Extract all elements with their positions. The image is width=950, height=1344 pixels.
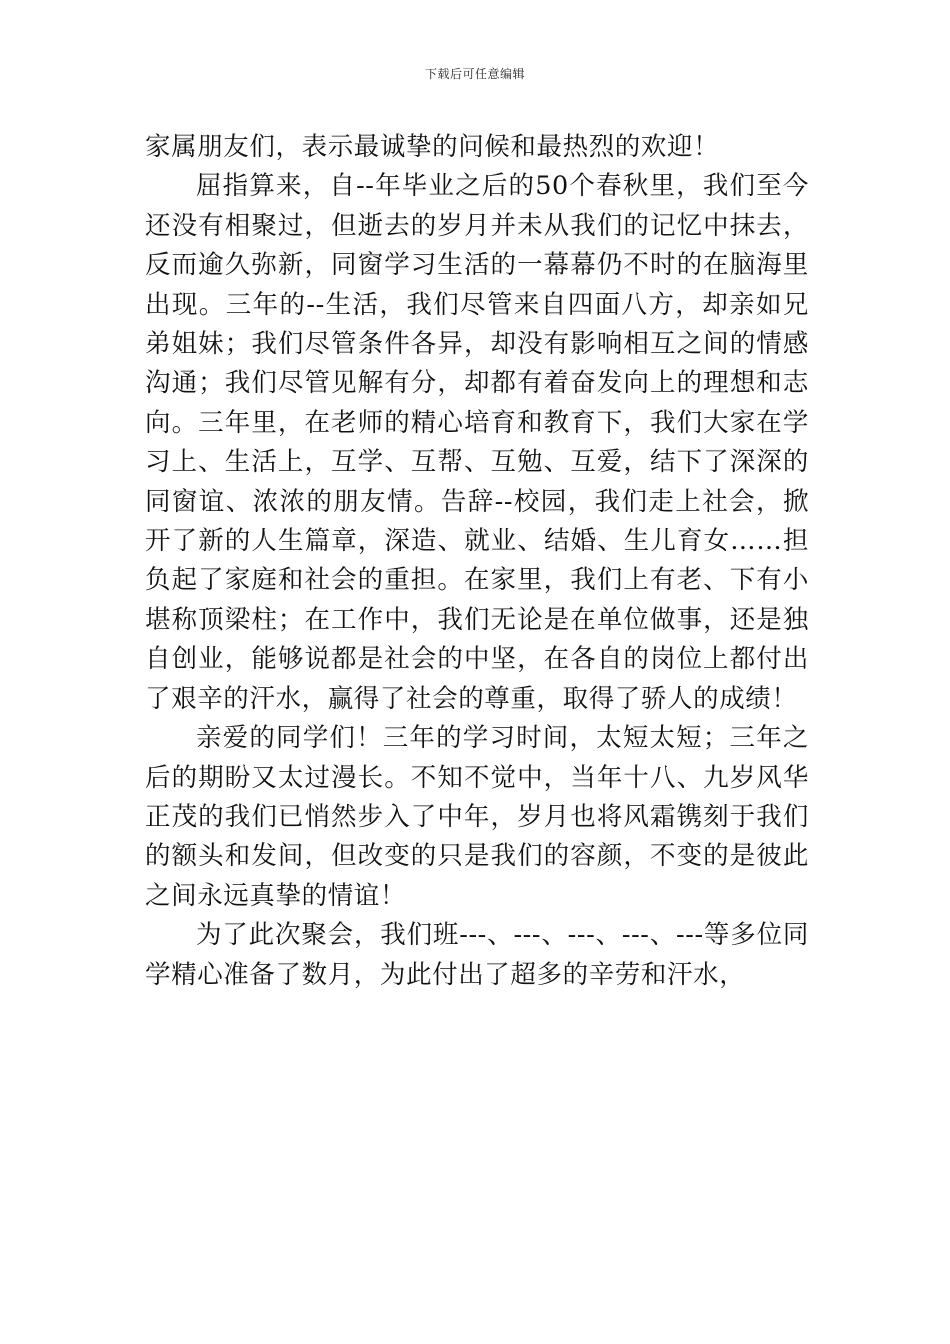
paragraph-2: 屈指算来，自--年毕业之后的50个春秋里，我们至今还没有相聚过，但逝去的岁月并未从我们的记忆中抹去，反而逾久弥新，同窗学习生活的一幕幕仍不时的在脑海里出现。三年的--生活，我们尽管来自四面八方，却亲如兄弟姐妹；我们尽管条件各异，却没有影响相互之间的情感沟通；我们尽管见解有分，却都有着奋发向上的理想和志向。三年里，在老师的精心培育和教育下，我们大家在学习上、生活上，互学、互帮、互勉、互爱，结下了深深的同窗谊、浓浓的朋友情。告辞--校园，我们走上社会，掀开了新的人生篇章，深造、就业、结婚、生儿育女……担负起了家庭和社会的重担。在家里，我们上有老、下有小堪称顶梁柱；在工作中，我们无论是在单位做事，还是独自创业，能够说都是社会的中坚，在各自的岗位上都付出了艰辛的汗水，赢得了社会的尊重，取得了骄人的成绩！: [145, 171, 809, 714]
paragraph-1: 家属朋友们，表示最诚挚的问候和最热烈的欢迎！: [145, 132, 720, 162]
paragraph-3: 亲爱的同学们！三年的学习时间，太短太短；三年之后的期盼又太过漫长。不知不觉中，当年十八、九岁风华正茂的我们已悄然步入了中年，岁月也将风霜镌刻于我们的额头和发间，但改变的只是我们的容颜，不变的是彼此之间永远真挚的情谊！: [145, 723, 809, 911]
document-body: [145, 128, 809, 995]
paragraph-4: 为了此次聚会，我们班---、---、---、---、---等多位同学精心准备了数月，为此付出了超多的辛劳和汗水，: [145, 920, 809, 990]
page-header-note: 下载后可任意编辑: [424, 67, 525, 81]
